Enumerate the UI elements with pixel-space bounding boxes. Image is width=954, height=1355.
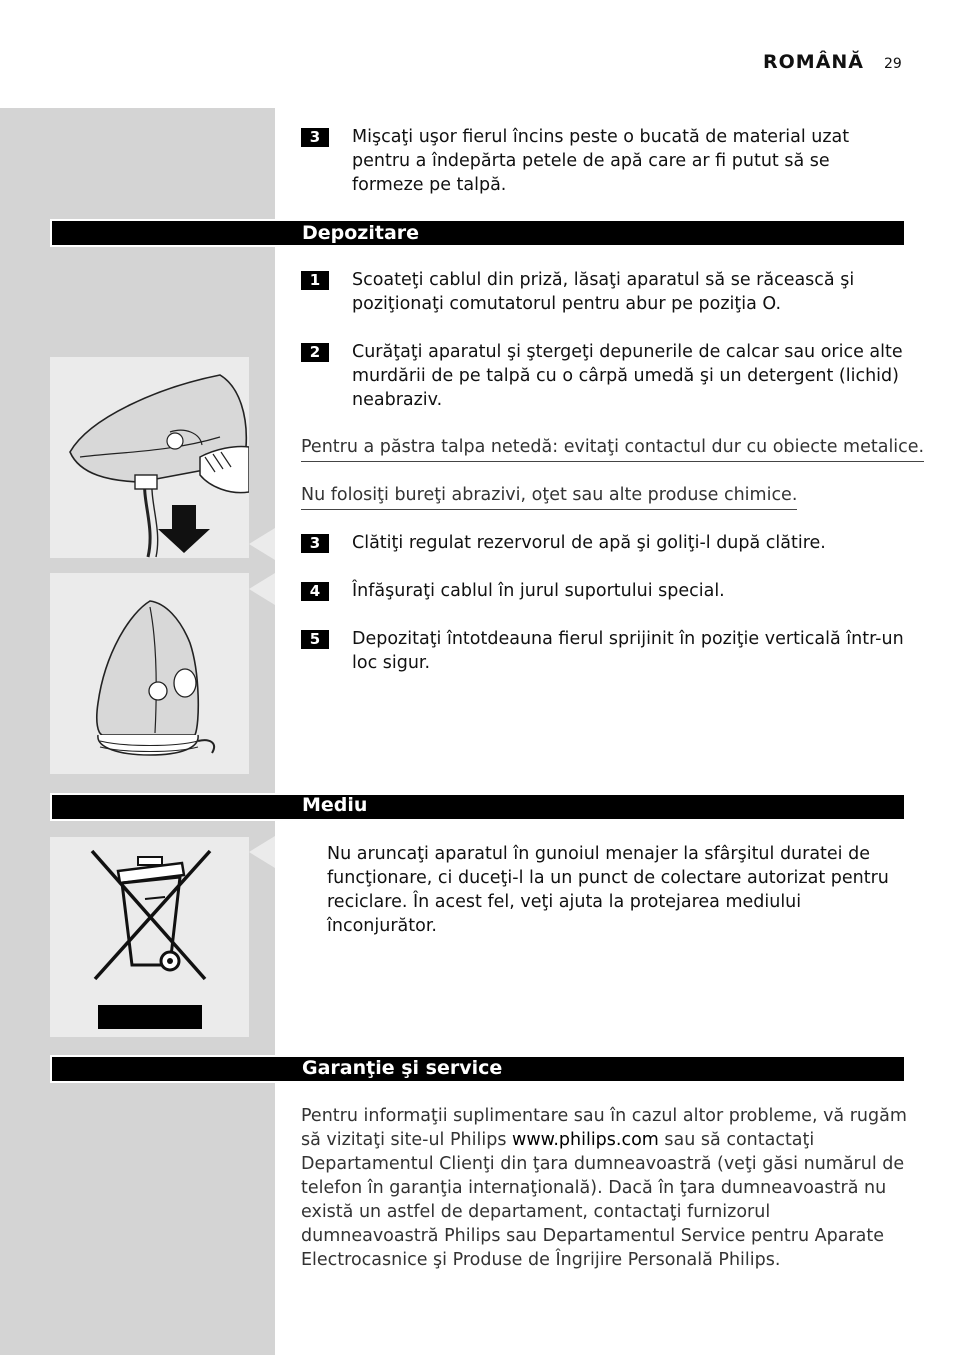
step-text: Înfăşuraţi cablul în jurul suportului special. [352,581,725,601]
iron-unplug-illustration [50,357,249,558]
iron-upright-storage-illustration [50,573,249,774]
step-number: 5 [301,630,329,649]
philips-website-link[interactable]: www.philips.com [512,1130,659,1150]
storage-section-bar [50,219,906,247]
step-number: 3 [301,128,329,147]
storage-note-1: Pentru a păstra talpa netedă: evitaţi contactul dur cu obiecte metalice. [301,435,924,462]
step-text: Mişcaţi uşor fierul încins peste o bucată de material uzat pentru a îndepărta petele de apă care ar fi putut să se formeze pe talpă. [352,127,850,195]
guarantee-text-end: sau să contactaţi Departamentul Clienţi din ţara dumneavoastră (veţi găsi numărul de telefon în garanţia internaţională). Dacă în ţara dumneavoastră nu există un astfel de departament, contactaţi furnizorul dumneavoastră Philips sau Departamentul Service pentru Aparate Electrocasnice şi Produse de Îngrijire Personală Philips. [301,1130,905,1270]
storage-step-5 [301,627,906,675]
step-number: 3 [301,534,329,553]
storage-step-4 [301,579,906,603]
step-number: 4 [301,582,329,601]
illustration-pointer [249,836,275,868]
guarantee-text-start: Pentru informaţii suplimentare sau în cazul altor probleme, vă rugăm să vizitaţi site-ul Philips [301,1106,907,1150]
intro-step [301,125,906,197]
language-heading: ROMÂNĂ [763,51,864,73]
guarantee-text [301,1104,907,1272]
illustration-pointer [249,573,275,605]
storage-note-2: Nu folosiţi bureţi abrazivi, oţet sau alte produse chimice. [301,483,797,510]
guarantee-section-title: Garanţie şi service [302,1057,503,1079]
environment-section-title: Mediu [302,794,368,816]
step-text: Clătiţi regulat rezervorul de apă şi goliţi-l după clătire. [352,533,826,553]
storage-section-title: Depozitare [302,222,420,244]
storage-step-3 [301,531,906,555]
illustration-pointer [249,528,275,560]
storage-step-1 [301,268,906,316]
step-text: Curăţaţi aparatul şi ştergeţi depunerile de calcar sau orice alte murdării de pe talpă cu o cârpă umedă şi un detergent (lichid) neabraziv. [352,342,903,410]
storage-step-2 [301,340,906,412]
step-text: Depozitaţi întotdeauna fierul sprijinit în poziţie verticală într-un loc sigur. [352,629,904,673]
environment-text: Nu aruncaţi aparatul în gunoiul menajer la sfârşitul duratei de funcţionare, ci duceţi-l la un punct de colectare autorizat pentru reciclare. În acest fel, veţi ajuta la protejarea mediului înconjurător. [327,844,889,936]
step-number: 1 [301,271,329,290]
step-number: 2 [301,343,329,362]
environment-section-bar [50,793,906,821]
page-number: 29 [884,56,902,72]
step-text: Scoateţi cablul din priză, lăsaţi aparatul să se răcească şi poziţionaţi comutatorul pentru abur pe poziţia O. [352,270,855,314]
crossed-bin-icon [50,837,249,1037]
